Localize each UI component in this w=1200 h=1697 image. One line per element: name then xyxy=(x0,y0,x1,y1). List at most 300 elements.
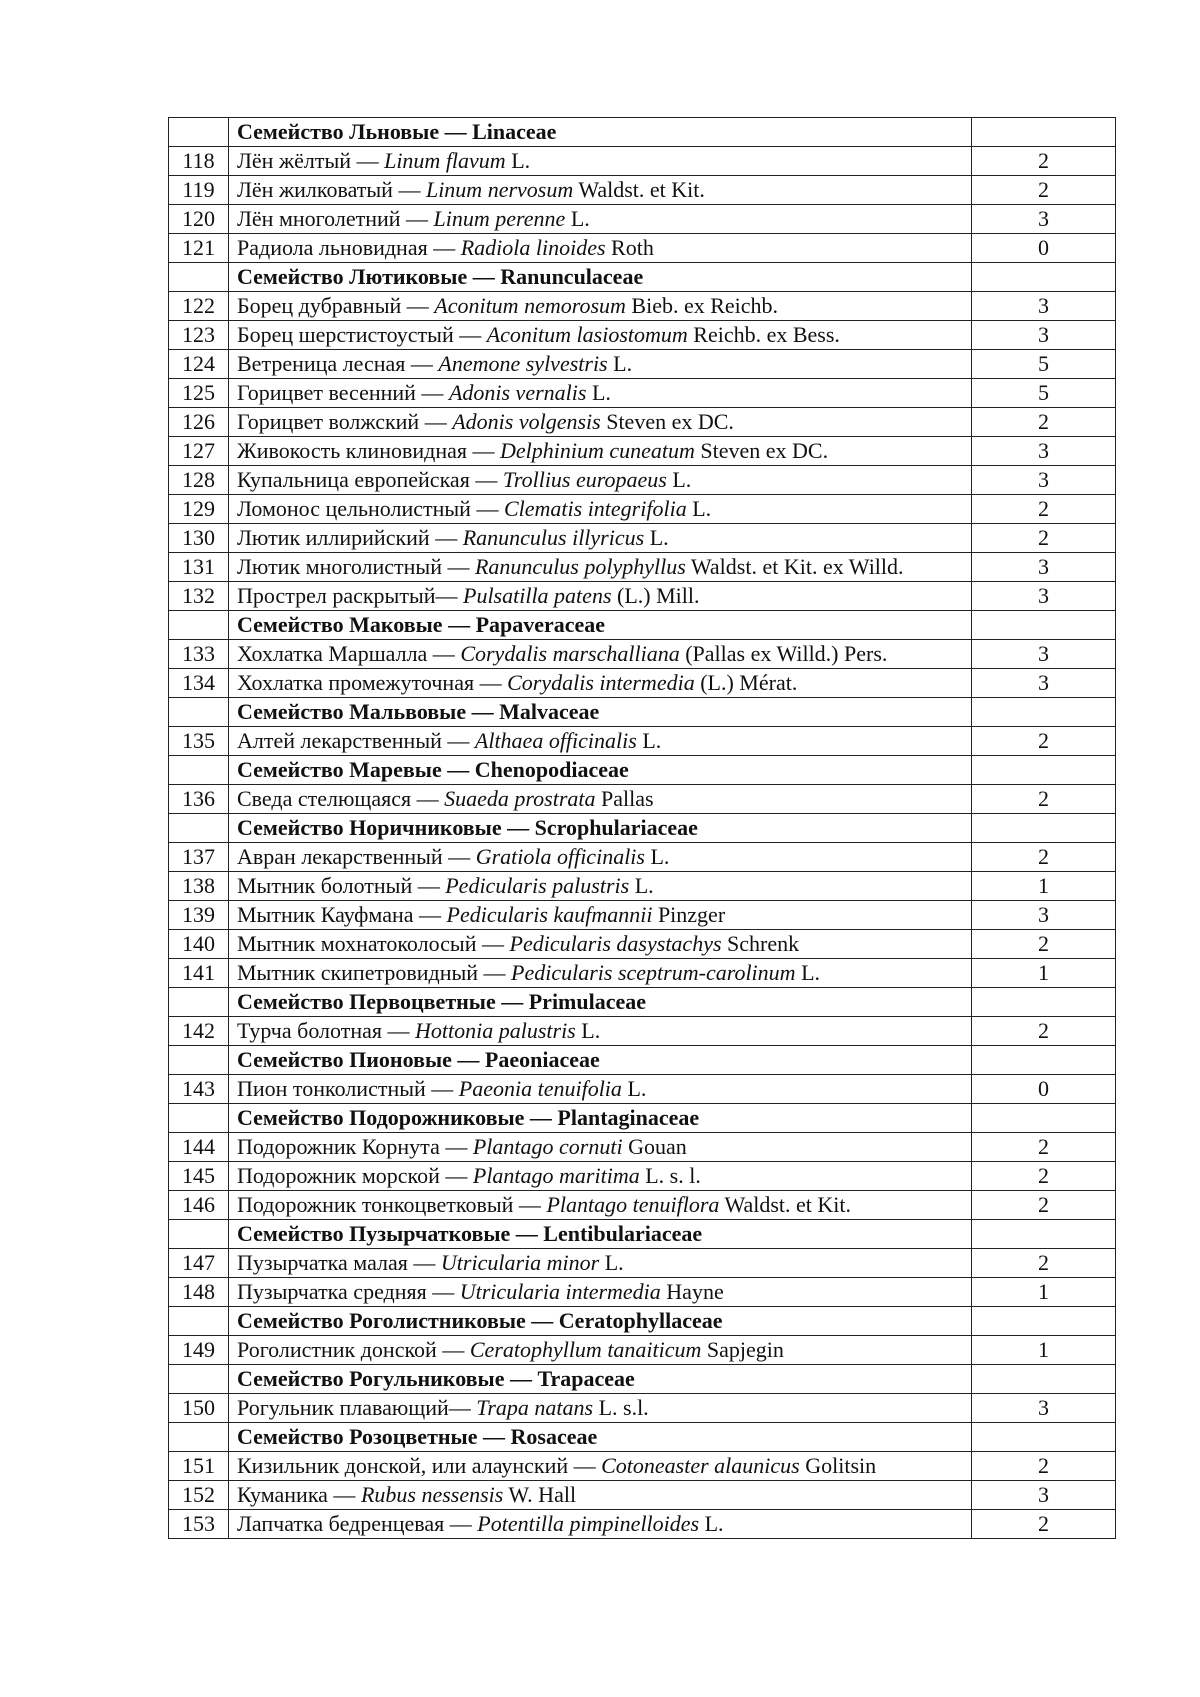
author-citation: L. xyxy=(599,1250,624,1275)
author-citation: Reichb. ex Bess. xyxy=(687,322,840,347)
species-name-cell xyxy=(229,1481,972,1510)
family-header-row xyxy=(169,611,1116,640)
russian-name: Лапчатка бедренцевая — xyxy=(237,1511,478,1536)
rarity-category: 2 xyxy=(972,1452,1116,1481)
rarity-category: 3 xyxy=(972,292,1116,321)
row-number: 144 xyxy=(169,1133,229,1162)
row-number: 135 xyxy=(169,727,229,756)
russian-name: Горицвет волжский — xyxy=(237,409,453,434)
latin-name: Pedicularis sceptrum-carolinum xyxy=(511,960,796,985)
table-row xyxy=(169,553,1116,582)
latin-name: Utricularia intermedia xyxy=(459,1279,661,1304)
row-number-cell xyxy=(169,263,229,292)
author-citation: L. xyxy=(629,873,654,898)
family-header-row xyxy=(169,1423,1116,1452)
russian-name: Живокость клиновидная — xyxy=(237,438,500,463)
species-name-cell xyxy=(229,495,972,524)
row-number: 129 xyxy=(169,495,229,524)
russian-name: Горицвет весенний — xyxy=(237,380,449,405)
latin-name: Pulsatilla patens xyxy=(463,583,612,608)
rarity-category: 2 xyxy=(972,408,1116,437)
row-number: 142 xyxy=(169,1017,229,1046)
family-title: Семейство Мальвовые — Malvaceae xyxy=(229,698,972,727)
table-row xyxy=(169,379,1116,408)
latin-name: Anemone sylvestris xyxy=(438,351,608,376)
species-name-cell xyxy=(229,1075,972,1104)
russian-name: Алтей лекарственный — xyxy=(237,728,475,753)
row-number-cell xyxy=(169,1046,229,1075)
russian-name: Борец шерстистоустый — xyxy=(237,322,487,347)
table-row xyxy=(169,147,1116,176)
species-name-cell xyxy=(229,176,972,205)
latin-name: Radiola linoides xyxy=(460,235,606,260)
latin-name: Adonis vernalis xyxy=(448,380,587,405)
table-row xyxy=(169,1075,1116,1104)
latin-name: Corydalis marschalliana xyxy=(460,641,680,666)
rarity-category: 3 xyxy=(972,582,1116,611)
species-name-cell xyxy=(229,901,972,930)
rarity-category: 3 xyxy=(972,466,1116,495)
table-row xyxy=(169,1133,1116,1162)
species-name-cell xyxy=(229,408,972,437)
author-citation: Hayne xyxy=(660,1279,724,1304)
row-number: 137 xyxy=(169,843,229,872)
russian-name: Подорожник тонкоцветковый — xyxy=(237,1192,547,1217)
family-header-row xyxy=(169,118,1116,147)
rarity-category: 0 xyxy=(972,1075,1116,1104)
row-number-cell xyxy=(169,1307,229,1336)
author-citation: Roth xyxy=(605,235,654,260)
russian-name: Лютик иллирийский — xyxy=(237,525,463,550)
rarity-category: 3 xyxy=(972,901,1116,930)
russian-name: Лён жилковатый — xyxy=(237,177,426,202)
author-citation: L. xyxy=(621,1076,647,1101)
table-row xyxy=(169,582,1116,611)
rarity-category: 3 xyxy=(972,1481,1116,1510)
row-number: 123 xyxy=(169,321,229,350)
row-number: 127 xyxy=(169,437,229,466)
table-row xyxy=(169,669,1116,698)
russian-name: Борец дубравный — xyxy=(237,293,435,318)
latin-name: Trollius europaeus xyxy=(502,467,667,492)
row-number: 134 xyxy=(169,669,229,698)
author-citation: (L.) Mill. xyxy=(611,583,700,608)
author-citation: Pinzger xyxy=(652,902,726,927)
rarity-category: 1 xyxy=(972,959,1116,988)
author-citation: L. xyxy=(795,960,821,985)
species-name-cell xyxy=(229,147,972,176)
russian-name: Лён жёлтый — xyxy=(237,148,385,173)
family-header-row xyxy=(169,1307,1116,1336)
latin-name: Adonis volgensis xyxy=(452,409,601,434)
author-citation: Golitsin xyxy=(799,1453,877,1478)
rarity-category: 5 xyxy=(972,379,1116,408)
species-name-cell xyxy=(229,205,972,234)
family-title: Семейство Маревые — Chenopodiaceae xyxy=(229,756,972,785)
rarity-category: 3 xyxy=(972,205,1116,234)
author-citation: Pallas xyxy=(595,786,654,811)
russian-name: Мытник мохнатоколосый — xyxy=(237,931,510,956)
family-header-row xyxy=(169,1046,1116,1075)
russian-name: Ломонос цельнолистный — xyxy=(237,496,504,521)
family-title: Семейство Роголистниковые — Ceratophyllaceae xyxy=(229,1307,972,1336)
latin-name: Plantago maritima xyxy=(472,1163,640,1188)
species-name-cell xyxy=(229,1510,972,1539)
rarity-category: 2 xyxy=(972,1510,1116,1539)
family-title: Семейство Рогульниковые — Trapaceae xyxy=(229,1365,972,1394)
family-title: Семейство Маковые — Papaveraceae xyxy=(229,611,972,640)
latin-name: Aconitum nemorosum xyxy=(434,293,626,318)
latin-name: Plantago tenuiflora xyxy=(546,1192,720,1217)
author-citation: (Pallas ex Willd.) Pers. xyxy=(679,641,888,666)
russian-name: Сведа стелющаяся — xyxy=(237,786,445,811)
author-citation: L. xyxy=(565,206,590,231)
species-name-cell xyxy=(229,727,972,756)
latin-name: Paeonia tenuifolia xyxy=(458,1076,622,1101)
family-title: Семейство Первоцветные — Primulaceae xyxy=(229,988,972,1017)
latin-name: Gratiola officinalis xyxy=(475,844,645,869)
latin-name: Delphinium cuneatum xyxy=(499,438,695,463)
row-number-cell xyxy=(169,1365,229,1394)
russian-name: Лютик многолистный — xyxy=(237,554,475,579)
table-row xyxy=(169,292,1116,321)
table-row xyxy=(169,1278,1116,1307)
rarity-category: 3 xyxy=(972,1394,1116,1423)
author-citation: L. s.l. xyxy=(593,1395,649,1420)
author-citation: Steven ex DC. xyxy=(694,438,829,463)
table-row xyxy=(169,872,1116,901)
latin-name: Plantago cornuti xyxy=(472,1134,623,1159)
author-citation: Sapjegin xyxy=(701,1337,784,1362)
family-title: Семейство Льновые — Linaceae xyxy=(229,118,972,147)
row-number-cell xyxy=(169,698,229,727)
category-cell xyxy=(972,1307,1116,1336)
russian-name: Пузырчатка средняя — xyxy=(237,1279,460,1304)
rarity-category: 2 xyxy=(972,495,1116,524)
species-name-cell xyxy=(229,1162,972,1191)
family-title: Семейство Розоцветные — Rosaceae xyxy=(229,1423,972,1452)
table-row xyxy=(169,321,1116,350)
rarity-category: 3 xyxy=(972,553,1116,582)
category-cell xyxy=(972,263,1116,292)
author-citation: L. xyxy=(586,380,611,405)
row-number: 118 xyxy=(169,147,229,176)
row-number: 120 xyxy=(169,205,229,234)
row-number: 153 xyxy=(169,1510,229,1539)
row-number-cell xyxy=(169,611,229,640)
rarity-category: 1 xyxy=(972,872,1116,901)
author-citation: Gouan xyxy=(622,1134,687,1159)
row-number: 149 xyxy=(169,1336,229,1365)
author-citation: Steven ex DC. xyxy=(600,409,734,434)
russian-name: Хохлатка Маршалла — xyxy=(237,641,461,666)
rarity-category: 1 xyxy=(972,1278,1116,1307)
russian-name: Хохлатка промежуточная — xyxy=(237,670,508,695)
latin-name: Rubus nessensis xyxy=(360,1482,504,1507)
category-cell xyxy=(972,1104,1116,1133)
category-cell xyxy=(972,756,1116,785)
category-cell xyxy=(972,1046,1116,1075)
row-number: 143 xyxy=(169,1075,229,1104)
latin-name: Corydalis intermedia xyxy=(507,670,695,695)
author-citation: L. xyxy=(575,1018,601,1043)
author-citation: (L.) Mérat. xyxy=(694,670,798,695)
latin-name: Pedicularis kaufmannii xyxy=(446,902,653,927)
table-row xyxy=(169,176,1116,205)
species-name-cell xyxy=(229,843,972,872)
russian-name: Куманика — xyxy=(237,1482,361,1507)
rarity-category: 2 xyxy=(972,1162,1116,1191)
table-row xyxy=(169,1452,1116,1481)
row-number: 128 xyxy=(169,466,229,495)
rarity-category: 2 xyxy=(972,1017,1116,1046)
latin-name: Althaea officinalis xyxy=(474,728,637,753)
species-table-body xyxy=(169,118,1116,1539)
row-number: 136 xyxy=(169,785,229,814)
russian-name: Авран лекарственный — xyxy=(237,844,476,869)
family-header-row xyxy=(169,698,1116,727)
rarity-category: 5 xyxy=(972,350,1116,379)
latin-name: Ceratophyllum tanaiticum xyxy=(469,1337,702,1362)
table-row xyxy=(169,205,1116,234)
row-number: 130 xyxy=(169,524,229,553)
species-name-cell xyxy=(229,959,972,988)
family-header-row xyxy=(169,1220,1116,1249)
author-citation: Waldst. et Kit. xyxy=(573,177,705,202)
table-row xyxy=(169,640,1116,669)
family-header-row xyxy=(169,1365,1116,1394)
row-number-cell xyxy=(169,814,229,843)
russian-name: Купальница европейская — xyxy=(237,467,503,492)
rarity-category: 2 xyxy=(972,727,1116,756)
species-name-cell xyxy=(229,1133,972,1162)
latin-name: Potentilla pimpinelloides xyxy=(477,1511,700,1536)
category-cell xyxy=(972,698,1116,727)
category-cell xyxy=(972,1423,1116,1452)
family-header-row xyxy=(169,1104,1116,1133)
species-name-cell xyxy=(229,466,972,495)
latin-name: Aconitum lasiostomum xyxy=(486,322,688,347)
species-name-cell xyxy=(229,1278,972,1307)
row-number: 145 xyxy=(169,1162,229,1191)
table-row xyxy=(169,1249,1116,1278)
family-title: Семейство Подорожниковые — Plantaginaceae xyxy=(229,1104,972,1133)
row-number: 131 xyxy=(169,553,229,582)
russian-name: Пион тонколистный — xyxy=(237,1076,459,1101)
row-number: 125 xyxy=(169,379,229,408)
rarity-category: 2 xyxy=(972,524,1116,553)
row-number-cell xyxy=(169,118,229,147)
latin-name: Cotoneaster alaunicus xyxy=(601,1453,800,1478)
species-name-cell xyxy=(229,553,972,582)
species-name-cell xyxy=(229,524,972,553)
category-cell xyxy=(972,118,1116,147)
table-row xyxy=(169,234,1116,263)
author-citation: W. Hall xyxy=(503,1482,577,1507)
russian-name: Мытник скипетровидный — xyxy=(237,960,512,985)
russian-name: Ветреница лесная — xyxy=(237,351,439,376)
rarity-category: 2 xyxy=(972,843,1116,872)
latin-name: Pedicularis dasystachys xyxy=(509,931,722,956)
table-row xyxy=(169,1336,1116,1365)
rarity-category: 3 xyxy=(972,669,1116,698)
rarity-category: 3 xyxy=(972,640,1116,669)
latin-name: Trapa natans xyxy=(476,1395,594,1420)
row-number: 151 xyxy=(169,1452,229,1481)
author-citation: Waldst. et Kit. ex Willd. xyxy=(685,554,904,579)
family-title: Семейство Лютиковые — Ranunculaceae xyxy=(229,263,972,292)
family-title: Семейство Норичниковые — Scrophulariaceae xyxy=(229,814,972,843)
latin-name: Ranunculus polyphyllus xyxy=(474,554,686,579)
russian-name: Прострел раскрытый— xyxy=(237,583,463,608)
species-name-cell xyxy=(229,292,972,321)
row-number-cell xyxy=(169,1220,229,1249)
table-row xyxy=(169,901,1116,930)
latin-name: Linum perenne xyxy=(433,206,566,231)
table-row xyxy=(169,1191,1116,1220)
species-name-cell xyxy=(229,437,972,466)
category-cell xyxy=(972,611,1116,640)
row-number: 150 xyxy=(169,1394,229,1423)
rarity-category: 2 xyxy=(972,176,1116,205)
family-title: Семейство Пионовые — Paeoniaceae xyxy=(229,1046,972,1075)
russian-name: Пузырчатка малая — xyxy=(237,1250,441,1275)
species-name-cell xyxy=(229,379,972,408)
species-table xyxy=(168,117,1116,1539)
category-cell xyxy=(972,1365,1116,1394)
russian-name: Подорожник Корнута — xyxy=(237,1134,473,1159)
row-number-cell xyxy=(169,756,229,785)
russian-name: Турча болотная — xyxy=(237,1018,415,1043)
row-number: 146 xyxy=(169,1191,229,1220)
table-row xyxy=(169,524,1116,553)
species-name-cell xyxy=(229,1452,972,1481)
table-row xyxy=(169,437,1116,466)
rarity-category: 2 xyxy=(972,930,1116,959)
latin-name: Hottonia palustris xyxy=(415,1018,576,1043)
russian-name: Мытник болотный — xyxy=(237,873,446,898)
row-number: 138 xyxy=(169,872,229,901)
latin-name: Pedicularis palustris xyxy=(445,873,630,898)
family-header-row xyxy=(169,988,1116,1017)
rarity-category: 2 xyxy=(972,1191,1116,1220)
russian-name: Рогульник плавающий— xyxy=(237,1395,477,1420)
table-row xyxy=(169,1394,1116,1423)
table-row xyxy=(169,785,1116,814)
family-title: Семейство Пузырчатковые — Lentibulariaceae xyxy=(229,1220,972,1249)
rarity-category: 0 xyxy=(972,234,1116,263)
category-cell xyxy=(972,988,1116,1017)
author-citation: L. xyxy=(636,728,662,753)
rarity-category: 2 xyxy=(972,785,1116,814)
row-number: 126 xyxy=(169,408,229,437)
species-name-cell xyxy=(229,1336,972,1365)
row-number: 147 xyxy=(169,1249,229,1278)
species-name-cell xyxy=(229,640,972,669)
table-row xyxy=(169,408,1116,437)
table-row xyxy=(169,495,1116,524)
species-name-cell xyxy=(229,669,972,698)
row-number-cell xyxy=(169,1423,229,1452)
species-name-cell xyxy=(229,1017,972,1046)
row-number: 132 xyxy=(169,582,229,611)
row-number: 141 xyxy=(169,959,229,988)
species-name-cell xyxy=(229,1249,972,1278)
table-row xyxy=(169,727,1116,756)
latin-name: Ranunculus illyricus xyxy=(462,525,645,550)
latin-name: Utricularia minor xyxy=(440,1250,600,1275)
author-citation: L. xyxy=(666,467,692,492)
family-header-row xyxy=(169,756,1116,785)
species-name-cell xyxy=(229,1191,972,1220)
rarity-category: 2 xyxy=(972,147,1116,176)
latin-name: Linum flavum xyxy=(384,148,506,173)
table-row xyxy=(169,930,1116,959)
table-row xyxy=(169,959,1116,988)
table-row xyxy=(169,1017,1116,1046)
author-citation: L. xyxy=(686,496,712,521)
species-name-cell xyxy=(229,1394,972,1423)
author-citation: L. xyxy=(699,1511,724,1536)
rarity-category: 3 xyxy=(972,321,1116,350)
row-number: 152 xyxy=(169,1481,229,1510)
family-header-row xyxy=(169,814,1116,843)
row-number: 124 xyxy=(169,350,229,379)
row-number-cell xyxy=(169,1104,229,1133)
table-row xyxy=(169,1510,1116,1539)
latin-name: Linum nervosum xyxy=(425,177,574,202)
table-row xyxy=(169,466,1116,495)
category-cell xyxy=(972,1220,1116,1249)
rarity-category: 2 xyxy=(972,1249,1116,1278)
latin-name: Clematis integrifolia xyxy=(503,496,687,521)
russian-name: Мытник Кауфмана — xyxy=(237,902,447,927)
author-citation: Bieb. ex Reichb. xyxy=(625,293,779,318)
species-name-cell xyxy=(229,785,972,814)
family-header-row xyxy=(169,263,1116,292)
latin-name: Suaeda prostrata xyxy=(444,786,596,811)
row-number: 119 xyxy=(169,176,229,205)
row-number: 133 xyxy=(169,640,229,669)
table-row xyxy=(169,350,1116,379)
author-citation: L. xyxy=(644,844,670,869)
row-number-cell xyxy=(169,988,229,1017)
rarity-category: 2 xyxy=(972,1133,1116,1162)
species-name-cell xyxy=(229,350,972,379)
table-row xyxy=(169,1162,1116,1191)
author-citation: L. xyxy=(505,148,531,173)
row-number: 139 xyxy=(169,901,229,930)
row-number: 121 xyxy=(169,234,229,263)
species-name-cell xyxy=(229,582,972,611)
russian-name: Подорожник морской — xyxy=(237,1163,473,1188)
species-name-cell xyxy=(229,234,972,263)
author-citation: Schrenk xyxy=(721,931,800,956)
table-row xyxy=(169,843,1116,872)
row-number: 148 xyxy=(169,1278,229,1307)
species-name-cell xyxy=(229,930,972,959)
rarity-category: 1 xyxy=(972,1336,1116,1365)
author-citation: Waldst. et Kit. xyxy=(719,1192,852,1217)
author-citation: L. xyxy=(644,525,669,550)
rarity-category: 3 xyxy=(972,437,1116,466)
author-citation: L. xyxy=(607,351,633,376)
author-citation: L. s. l. xyxy=(639,1163,701,1188)
russian-name: Роголистник донской — xyxy=(237,1337,470,1362)
row-number: 122 xyxy=(169,292,229,321)
table-row xyxy=(169,1481,1116,1510)
category-cell xyxy=(972,814,1116,843)
